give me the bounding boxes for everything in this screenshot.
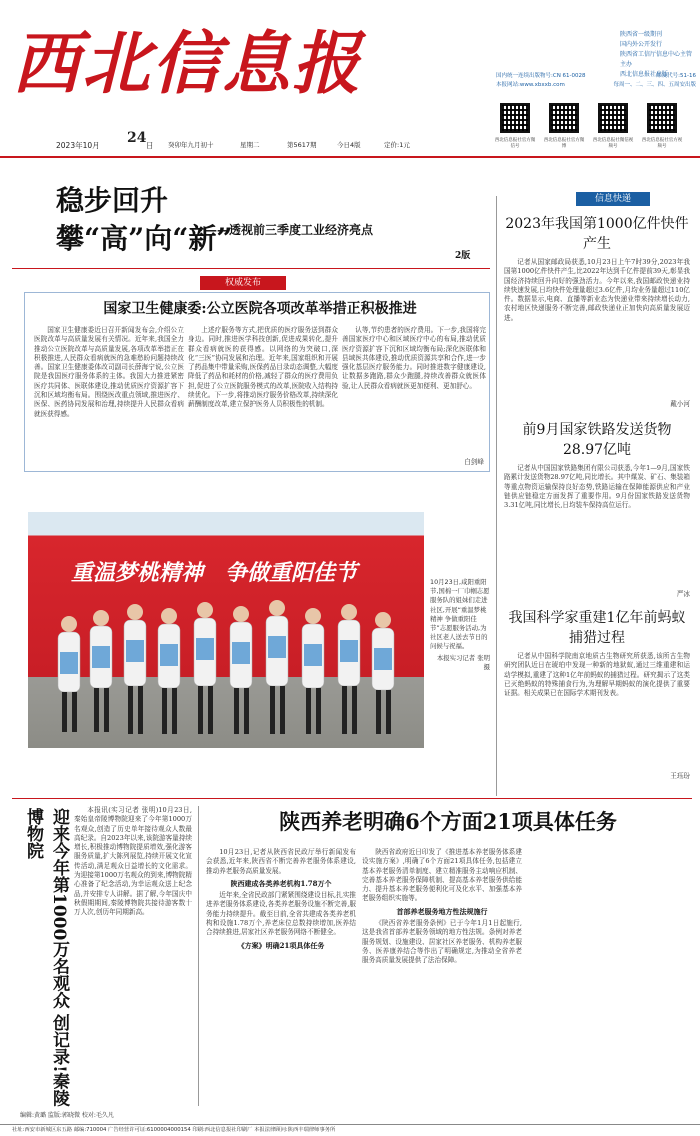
qr-code-video[interactable] <box>598 103 628 133</box>
issue-number: 第5617期 <box>287 141 317 149</box>
volunteers-illustration <box>48 602 408 748</box>
masthead-divider <box>0 156 700 158</box>
qr-caption: 西北信息报社官方微信号 <box>494 138 536 149</box>
museum-body: 本报讯(实习记者 张明)10月23日,秦始皇帝陵博物院迎来了今年第1000万名观众,创造了历史单年接待观众人数最高纪录。自2023年以来,该院游客量持续增长,积极推动博物院提质增效,强化游客服务质量,扩大陈列展览,持续开展文化宣传活动,满足观众日益增长的文化需求。为迎接第1000万名观众的到来,博物院精心准备了纪念活动,为幸运观众送上纪念品,并安排专人讲解。据了解,今年国庆中秋假期期间,秦陵博物院共接待游客数十万人次,创历年同期新高。 <box>74 806 192 917</box>
qr-caption: 西北信息报社官方视频号 <box>641 138 683 149</box>
express-item-2-byline: 严冰 <box>676 590 690 598</box>
elderly-headline[interactable]: 陕西养老明确6个方面21项具体任务 <box>279 809 617 834</box>
page-count: 今日4版 <box>337 141 361 149</box>
sponsor-info: 陕西省一级期刊 国内外公开发行 陕西省工信厅信息中心主管主办 西北信息报社出版 <box>620 31 693 78</box>
express-item-1-byline: 戴小河 <box>670 400 690 408</box>
photo-banner-text: 重温梦桃精神 争做重阳佳节 <box>70 560 357 586</box>
authority-byline: 白剑峰 <box>464 458 484 466</box>
elderly-subhead-1: 陕西建成各类养老机构1.78万个 <box>230 878 332 888</box>
footer-divider <box>0 1124 700 1125</box>
qr-caption: 西北信息报社官方微博 <box>543 138 585 149</box>
museum-headline[interactable]: 迎来今年第1000万名观众 创记录!秦陵博物院 <box>23 808 69 1107</box>
photo-caption: 10月23日,咸阳重阳节,国棉一厂巾帼志愿服务队的姐妹们走进社区,开展“重温梦桃精神 争做重阳佳节”志愿服务活动,为社区老人送去节日的问候与祝福。 本报实习记者 张明 摄 <box>430 578 490 671</box>
page-reference[interactable]: 2版 <box>455 251 471 261</box>
authority-tag: 权威发布 <box>200 276 286 290</box>
date-bar <box>12 128 492 154</box>
footer-info: 社址:西安市新城区东五路 邮编:710004 广告经营许可证:6100004000154 印刷:西北信息报社印刷厂 本报法律顾问:陕西丰瑞律师事务所 <box>12 1127 336 1133</box>
date-day: 24 <box>127 130 147 146</box>
date-day-unit: 日 <box>146 141 154 150</box>
lead-divider <box>12 268 490 269</box>
express-item-1-title[interactable]: 2023年我国第1000亿件快件产生 <box>505 216 689 252</box>
authority-col-1: 国家卫生健康委近日召开新闻发布会,介绍公立医院改革与高质量发展有关情况。近年来,我国全力推动公立医院改革与高质量发展,各项改革举措正在积极推进,人民群众看病就医的急难愁盼问题持续改善。国家卫生健康委体改司副司长薛海宁说,公立医院是我国医疗服务体系的主体。我国大力推进紧密医疗共同体、医联体建设,推动优质医疗资源扩容下沉和区域均衡布局。围绕医改重点领域,推进医疗、医保、医药协同发展和治理,持续提升人民群众看病就医获得感。 <box>34 326 184 418</box>
publication-info: 国内统一连续出版物号:CN 61-0028 邮发代号:51-16 本报网站:www.xbxxb.com 每周一、二、三、四、五周安出版 <box>496 73 696 88</box>
lead-subtitle: ——透视前三季度工业经济亮点 <box>205 223 374 237</box>
qr-code-wechat[interactable] <box>500 103 530 133</box>
authority-col-2: 上述疗服务等方式,把优质的医疗服务送到群众身边。同时,推进医学科技创新,促进成果转化,提升群众看病就医的获得感。以网络的为突破口,深化“三医”协同发展和治理。近年来,国家组织和开展了药品集中带量采购,医保药品目录动态调整,大幅度降低了药品和耗材的价格,减轻了群众的医疗费用负担,促进了公立医院服务模式的改革,医院收入结构持续优化。下一步,将推动医疗服务价格改革,持续深化薪酬制度改革,建立保护医务人员积极性的机制。 <box>188 326 338 409</box>
elderly-col-2: 陕西省政府近日印发了《推进基本养老服务体系建设实施方案》,明确了6个方面21项具体任务,包括建立基本养老服务清单制度、建立精准服务主动响应机制、完善基本养老服务保障机制、提高基本养老服务供给能力、提升基本养老服务便利化可及化水平、加强基本养老服务组织实施等。 首部养老服务地方性法规施行 《陕西省养老服务条例》已于今年1月1日起施行,这是我省首部养老服务领域的地方性法规。条例对养老服务规划、设施建设、居家社区养老服务、机构养老服务、医养康养结合等作出了明确规定,为推动全省养老服务高质量发展提供了法治保障。 <box>362 848 522 965</box>
express-item-3-body: 记者从中国科学院南京地质古生物研究所获悉,该所古生物研究团队近日在琥珀中发现一种新的地狱蚁,通过三维重建和运动学模拟,重建了这种1亿年前蚂蚁的捕猎过程。研究揭示了这类已灭绝蚂蚁的特殊捕食行为,为理解早期蚂蚁的演化提供了重要证据。相关成果已在国际学术期刊发表。 <box>504 652 690 698</box>
page-editor-credit: 编辑:黄璐 监版:郭晓微 校对:毛久凡 <box>20 1112 114 1119</box>
express-item-2-body: 记者从中国国家铁路集团有限公司获悉,今年1—9月,国家铁路累计发送货物28.97亿吨,同比增长。其中煤炭、矿石、集装箱等重点物资运输保持良好态势,铁路运输在保障能源供应和产业链供应链稳定方面发挥了重要作用。9月份国家铁路发送货物3.31亿吨,同比增长,日均装车保持高位运行。 <box>504 464 690 510</box>
qr-caption: 西北信息报社微信视频号 <box>592 138 634 149</box>
qr-code-weibo[interactable] <box>549 103 579 133</box>
express-item-3-title[interactable]: 我国科学家重建1亿年前蚂蚁捕猎过程 <box>508 610 686 646</box>
elderly-subhead-3: 首部养老服务地方性法规施行 <box>396 906 488 916</box>
express-item-2-title[interactable]: 前9月国家铁路发送货物28.97亿吨 <box>522 422 672 458</box>
authority-col-3: 认等,节约患者的医疗费用。下一步,我国将完善国家医疗中心和区域医疗中心的布局,推动优质医疗资源扩容下沉和区域均衡布局;深化医联体和县域医共体建设,推动优质资源共享和合作,进一步强化基层医疗服务能力。同时推进数字健康建设,让数据多跑路,群众少跑腿,持续改善群众就医体验,让人民群众看病就医更加便利、更加舒心。 <box>342 326 486 390</box>
weekday: 星期二 <box>240 141 260 149</box>
express-item-1-body: 记者从国家邮政局获悉,10月23日上午7时39分,2023年我国第1000亿件快件产生,比2022年达到千亿件提前39天,彰显我国经济持续回升向好的强劲活力。今年以来,我国邮政快递业持续快速发展,日均快件处理量超过3.6亿件,月均业务量超过110亿件。数据显示,电商、直播等新业态为快递业带来持续增长动力,农村地区快递服务不断完善,邮政快递业正加快向高质量发展迈进。 <box>504 258 690 322</box>
photo-credit: 本报实习记者 张明 摄 <box>436 653 490 671</box>
lunar-date: 癸卯年九月初十 <box>168 141 214 149</box>
elderly-col-1: 10月23日,记者从陕西省民政厅举行新闻发布会获悉,近年来,陕西省不断完善养老服务体系建设,推动养老服务高质量发展。 陕西建成各类养老机构1.78万个 近年来,全省民政部门紧紧围绕建设目标,扎实推进养老服务体系建设,各类养老服务设施不断完善,服务能力持续提升。截至目前,全省共建成各类养老机构和设施1.78万个,养老床位总数持续增加,医养结合持续推进,居家社区养老服务网络不断健全。 《方案》明确21项具体任务 <box>206 848 356 950</box>
lead-headline[interactable]: 稳步回升 攀“高”向“新” <box>56 184 233 255</box>
info-express-tag: 信息快递 <box>576 192 650 206</box>
express-item-3-byline: 王珏玢 <box>670 772 690 780</box>
sidebar-divider <box>496 196 497 796</box>
section-divider <box>12 798 692 799</box>
authority-headline[interactable]: 国家卫生健康委:公立医院各项改革举措正积极推进 <box>103 301 417 317</box>
news-photo[interactable] <box>28 512 424 748</box>
column-divider <box>198 806 199 1106</box>
date-month: 2023年10月 <box>56 141 100 150</box>
newspaper-title: 西北信息报 <box>12 24 363 104</box>
qr-code-channel[interactable] <box>647 103 677 133</box>
price: 定价:1元 <box>384 141 410 149</box>
elderly-subhead-2: 《方案》明确21项具体任务 <box>237 940 325 950</box>
